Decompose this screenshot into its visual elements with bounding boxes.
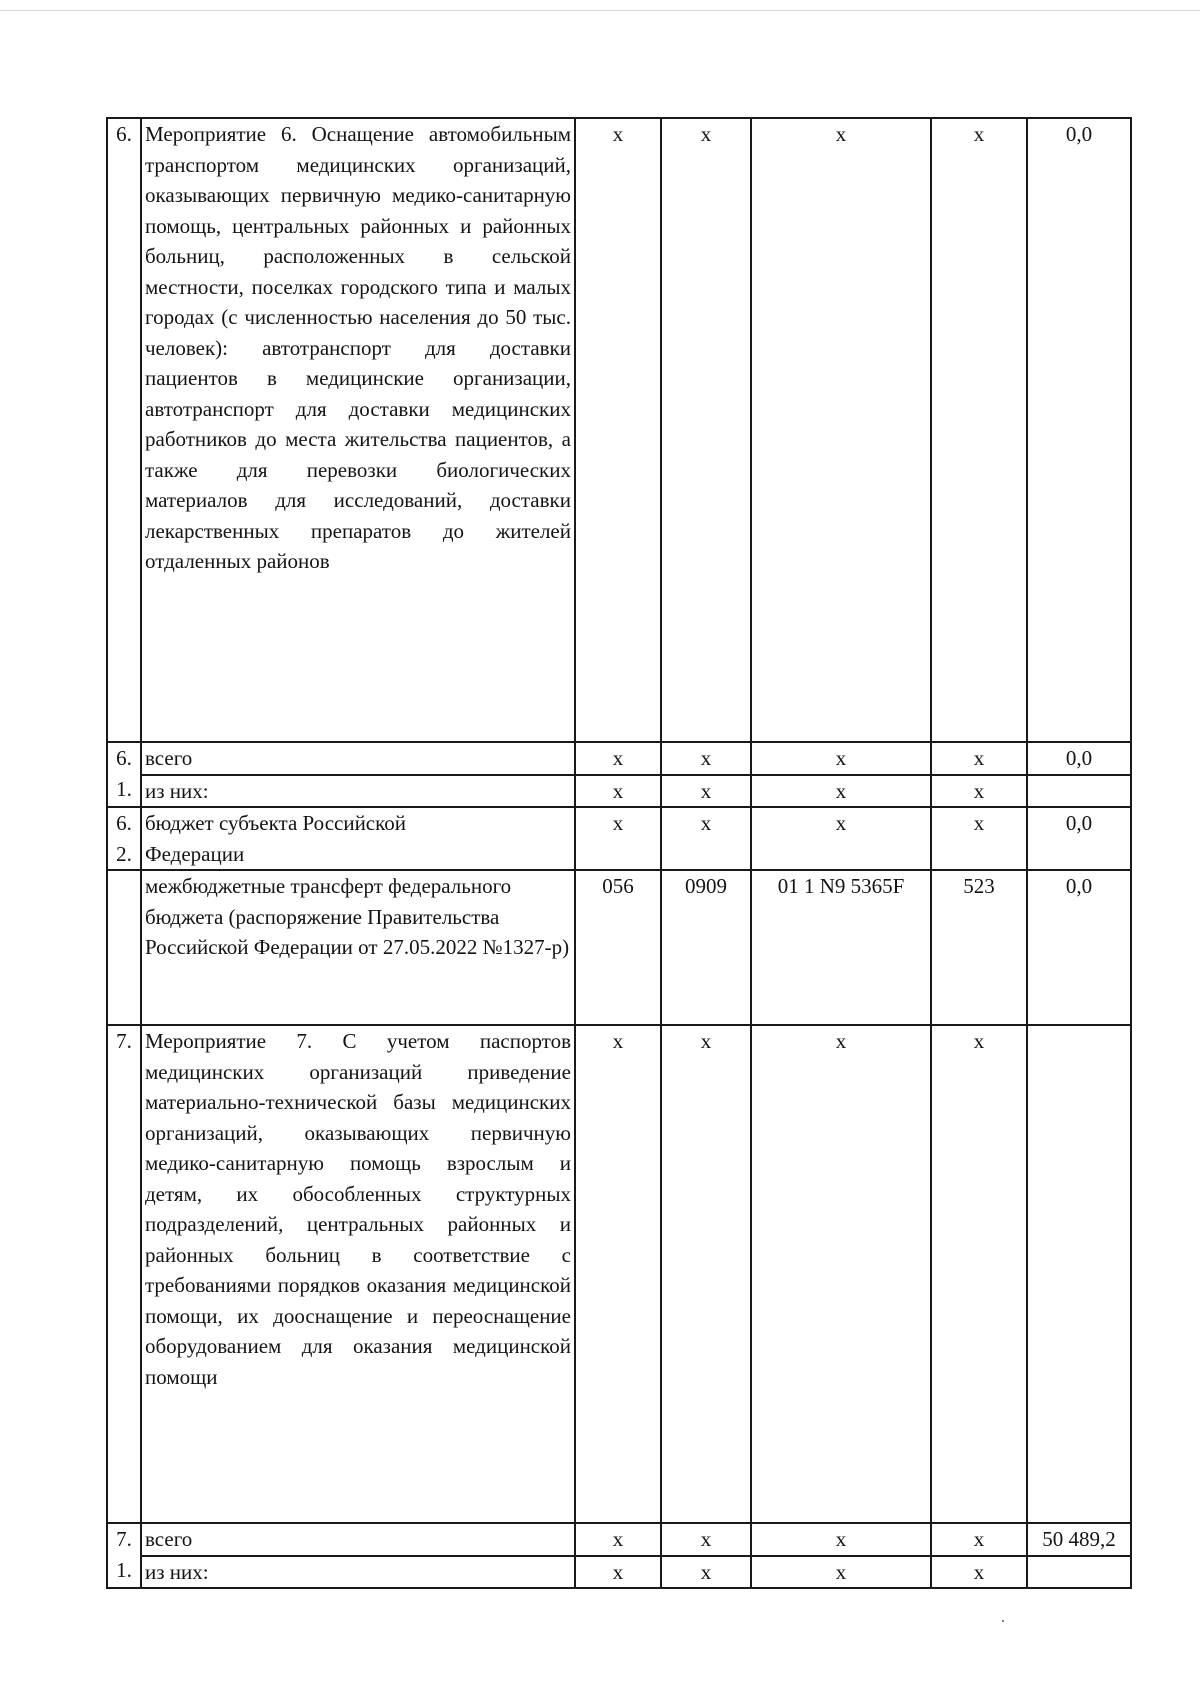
row-description: Мероприятие 7. С учетом паспортов медицинских организаций приведение материально-технической базы медицинских организаций, оказывающих первичную медико-санитарную помощь взрослым и детям, их обособленных структурных подразделений, центральных районных и районных больниц в соответствие с требованиями порядков оказания медицинской помощи, их дооснащение и переоснащение оборудованием для оказания медицинской помощи bbox=[141, 1025, 575, 1523]
row-description: межбюджетные трансферт федерального бюджета (распоряжение Правительства Российской Федерации от 27.05.2022 №1327-р) bbox=[141, 870, 575, 1025]
cell-vr: 523 bbox=[931, 870, 1027, 1025]
cell-gr: х bbox=[575, 775, 661, 808]
cell-rz-pr: х bbox=[661, 775, 751, 808]
cell-rz-pr: х bbox=[661, 1025, 751, 1523]
cell-csr: х bbox=[751, 742, 931, 775]
row-number: 6. 1. bbox=[107, 742, 141, 807]
table-row bbox=[107, 118, 1131, 742]
cell-vr: х bbox=[931, 775, 1027, 808]
cell-vr: х bbox=[931, 1025, 1027, 1523]
cell-amount: 0,0 bbox=[1027, 870, 1131, 1025]
row-description: всего bbox=[141, 1523, 575, 1556]
cell-amount: 0,0 bbox=[1027, 742, 1131, 775]
cell-rz-pr: х bbox=[661, 1523, 751, 1556]
cell-csr: х bbox=[751, 775, 931, 808]
row-number: 6. bbox=[107, 118, 141, 742]
table-row bbox=[107, 775, 1131, 808]
cell-vr: х bbox=[931, 742, 1027, 775]
row-number: 7. bbox=[107, 1025, 141, 1523]
cell-vr: х bbox=[931, 118, 1027, 742]
cell-gr: х bbox=[575, 742, 661, 775]
table-row bbox=[107, 742, 1131, 775]
cell-amount bbox=[1027, 1556, 1131, 1589]
cell-csr: х bbox=[751, 118, 931, 742]
row-description: из них: bbox=[141, 1556, 575, 1589]
cell-vr: х bbox=[931, 1523, 1027, 1556]
cell-csr: х bbox=[751, 1556, 931, 1589]
cell-vr: х bbox=[931, 807, 1027, 870]
cell-csr: х bbox=[751, 1025, 931, 1523]
cell-amount: 50 489,2 bbox=[1027, 1523, 1131, 1556]
cell-amount bbox=[1027, 1025, 1131, 1523]
table-row bbox=[107, 1025, 1131, 1523]
table-row bbox=[107, 1523, 1131, 1556]
cell-csr: х bbox=[751, 807, 931, 870]
cell-rz-pr: 0909 bbox=[661, 870, 751, 1025]
cell-gr: х bbox=[575, 1025, 661, 1523]
row-number bbox=[107, 870, 141, 1025]
table-row bbox=[107, 1556, 1131, 1589]
cell-amount: 0,0 bbox=[1027, 807, 1131, 870]
cell-amount: 0,0 bbox=[1027, 118, 1131, 742]
cell-csr: х bbox=[751, 1523, 931, 1556]
cell-rz-pr: х bbox=[661, 742, 751, 775]
cell-amount bbox=[1027, 775, 1131, 808]
row-number: 6. 2. bbox=[107, 807, 141, 870]
row-description: Мероприятие 6. Оснащение автомобильным транспортом медицинских организаций, оказывающих первичную медико-санитарную помощь, центральных районных и районных больниц, расположенных в сельской местности, поселках городского типа и малых городах (с численностью населения до 50 тыс. человек): автотранспорт для доставки пациентов в медицинские организации, автотранспорт для доставки медицинских работников до места жительства пациентов, а также для перевозки биологических материалов для исследований, доставки лекарственных препаратов до жителей отдаленных районов bbox=[141, 118, 575, 742]
cell-gr: 056 bbox=[575, 870, 661, 1025]
cell-csr: 01 1 N9 5365F bbox=[751, 870, 931, 1025]
cell-rz-pr: х bbox=[661, 118, 751, 742]
cell-gr: х bbox=[575, 1556, 661, 1589]
budget-table bbox=[106, 117, 1132, 1589]
table-row bbox=[107, 807, 1131, 870]
cell-gr: х bbox=[575, 1523, 661, 1556]
cell-rz-pr: х bbox=[661, 807, 751, 870]
table-row bbox=[107, 870, 1131, 1025]
cell-gr: х bbox=[575, 118, 661, 742]
cell-rz-pr: х bbox=[661, 1556, 751, 1589]
cell-gr: х bbox=[575, 807, 661, 870]
row-description: всего bbox=[141, 742, 575, 775]
cell-vr: х bbox=[931, 1556, 1027, 1589]
row-description: бюджет субъекта Российской Федерации bbox=[141, 807, 575, 870]
row-description: из них: bbox=[141, 775, 575, 808]
scan-speck bbox=[1002, 1620, 1004, 1622]
row-number: 7. 1. bbox=[107, 1523, 141, 1588]
scan-top-edge bbox=[0, 10, 1200, 11]
